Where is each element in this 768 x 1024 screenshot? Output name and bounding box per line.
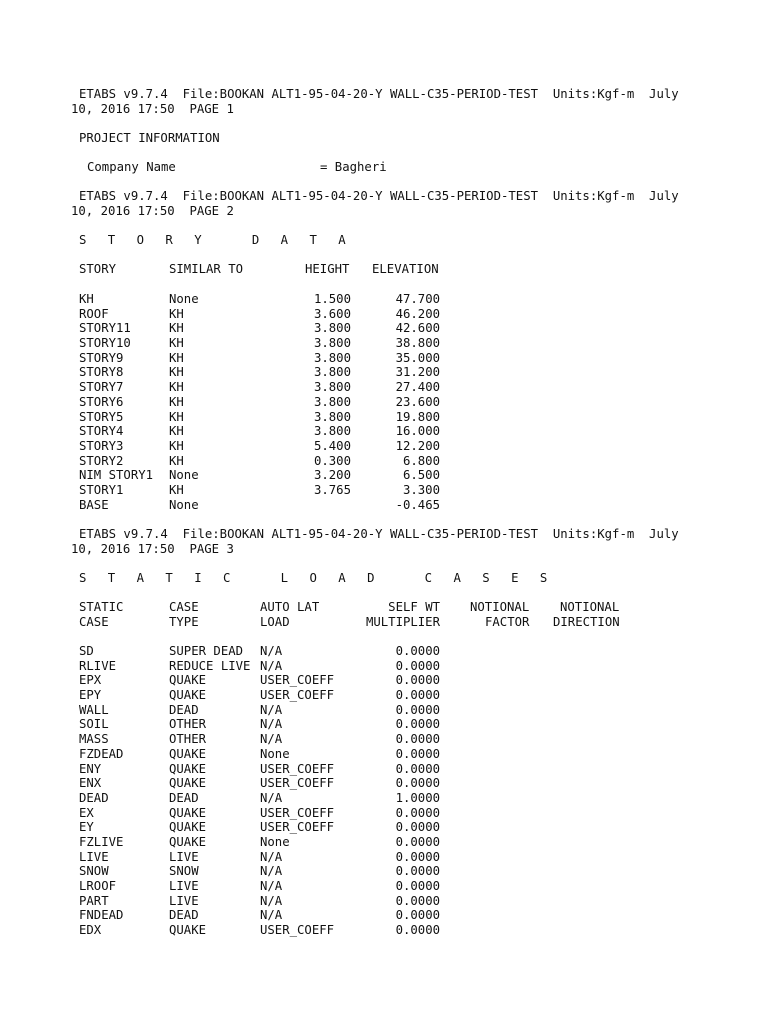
- cell-self-wt-multiplier: 0.0000: [395, 761, 440, 776]
- cell-self-wt-multiplier: 0.0000: [395, 908, 440, 923]
- table-row: [0, 820, 768, 835]
- cell-height: 3.800: [313, 409, 351, 424]
- cell-static-case: SD: [79, 644, 94, 658]
- cell-elevation: 6.800: [402, 453, 440, 468]
- cell-self-wt-multiplier: 0.0000: [395, 688, 440, 703]
- col-header-elevation: ELEVATION: [372, 262, 439, 276]
- cell-case-type: QUAKE: [169, 820, 207, 835]
- cell-self-wt-multiplier: 0.0000: [395, 879, 440, 893]
- cell-static-case: SNOW: [79, 864, 109, 879]
- cell-story: STORY6: [79, 394, 124, 409]
- table-row: [0, 879, 768, 894]
- col-header-notional-direction: NOTIONAL: [560, 600, 620, 614]
- cell-auto-lat-load: USER_COEFF: [260, 820, 335, 835]
- cell-case-type: QUAKE: [169, 673, 207, 688]
- load-table-body: [0, 644, 768, 938]
- table-row: [0, 351, 768, 366]
- cell-height: 3.600: [313, 306, 351, 321]
- cell-self-wt-multiplier: 0.0000: [395, 849, 440, 864]
- table-row: [0, 894, 768, 909]
- cell-case-type: OTHER: [169, 717, 207, 732]
- cell-case-type: QUAKE: [169, 805, 207, 820]
- cell-similar-to: KH: [169, 365, 184, 380]
- cell-auto-lat-load: N/A: [260, 644, 283, 658]
- cell-case-type: QUAKE: [169, 923, 207, 938]
- cell-height: 3.800: [313, 321, 351, 336]
- cell-story: STORY4: [79, 424, 124, 439]
- cell-elevation: 27.400: [395, 380, 440, 395]
- cell-story: STORY3: [79, 438, 124, 453]
- table-row: [0, 454, 768, 469]
- cell-height: 3.800: [313, 365, 351, 380]
- cell-height: 3.800: [313, 394, 351, 409]
- table-row: [0, 806, 768, 821]
- company-name-label: Company Name: [87, 160, 176, 174]
- cell-static-case: PART: [79, 893, 109, 908]
- cell-self-wt-multiplier: 0.0000: [395, 923, 440, 938]
- company-name-value: = Bagheri: [320, 160, 387, 174]
- table-row: [0, 498, 768, 513]
- cell-height: 3.765: [313, 482, 351, 497]
- table-row: [0, 762, 768, 777]
- cell-story: STORY9: [79, 350, 124, 365]
- col-header-factor: FACTOR: [485, 615, 530, 629]
- cell-similar-to: KH: [169, 350, 184, 365]
- cell-case-type: SUPER DEAD: [169, 644, 244, 658]
- cell-story: STORY11: [79, 321, 131, 336]
- cell-elevation: 35.000: [395, 350, 440, 365]
- table-row: [0, 410, 768, 425]
- table-row: [0, 850, 768, 865]
- cell-case-type: LIVE: [169, 879, 199, 893]
- cell-auto-lat-load: N/A: [260, 732, 283, 747]
- cell-similar-to: KH: [169, 306, 184, 321]
- cell-auto-lat-load: N/A: [260, 702, 283, 717]
- col-header-height: HEIGHT: [305, 262, 350, 276]
- cell-case-type: LIVE: [169, 849, 199, 864]
- cell-case-type: DEAD: [169, 908, 199, 923]
- cell-self-wt-multiplier: 1.0000: [395, 790, 440, 805]
- cell-story: ROOF: [79, 306, 109, 321]
- col-header-similar: SIMILAR TO: [169, 262, 244, 276]
- cell-self-wt-multiplier: 0.0000: [395, 717, 440, 732]
- cell-similar-to: KH: [169, 424, 184, 439]
- col-header-multiplier: MULTIPLIER: [365, 615, 440, 629]
- cell-self-wt-multiplier: 0.0000: [395, 820, 440, 835]
- cell-case-type: OTHER: [169, 732, 207, 747]
- cell-similar-to: KH: [169, 380, 184, 395]
- project-info-heading: PROJECT INFORMATION: [79, 131, 220, 145]
- cell-similar-to: KH: [169, 409, 184, 424]
- cell-self-wt-multiplier: 0.0000: [395, 834, 440, 849]
- cell-case-type: QUAKE: [169, 688, 207, 703]
- cell-case-type: DEAD: [169, 790, 199, 805]
- cell-height: 3.200: [313, 468, 351, 483]
- cell-elevation: -0.465: [395, 497, 440, 512]
- cell-auto-lat-load: None: [260, 834, 290, 849]
- cell-self-wt-multiplier: 0.0000: [395, 776, 440, 791]
- cell-similar-to: None: [169, 292, 199, 306]
- cell-elevation: 3.300: [402, 482, 440, 497]
- header-line-1: ETABS v9.7.4 File:BOOKAN ALT1-95-04-20-Y WALL-C35-PERIOD-TEST Units:Kgf-m July: [79, 87, 679, 101]
- cell-static-case: WALL: [79, 702, 109, 717]
- cell-self-wt-multiplier: 0.0000: [395, 658, 440, 673]
- cell-auto-lat-load: N/A: [260, 879, 283, 893]
- col-header-load: LOAD: [260, 615, 290, 629]
- cell-height: 0.300: [313, 453, 351, 468]
- cell-self-wt-multiplier: 0.0000: [395, 893, 440, 908]
- static-load-cases-title: S T A T I C L O A D C A S E S: [79, 571, 555, 585]
- cell-auto-lat-load: None: [260, 746, 290, 761]
- cell-similar-to: KH: [169, 336, 184, 351]
- cell-auto-lat-load: USER_COEFF: [260, 923, 335, 938]
- table-row: [0, 864, 768, 879]
- cell-story: STORY10: [79, 336, 131, 351]
- table-row: [0, 424, 768, 439]
- table-row: [0, 703, 768, 718]
- cell-auto-lat-load: N/A: [260, 658, 283, 673]
- cell-elevation: 23.600: [395, 394, 440, 409]
- col-header-static: STATIC: [79, 600, 124, 614]
- cell-similar-to: KH: [169, 453, 184, 468]
- cell-self-wt-multiplier: 0.0000: [395, 644, 440, 658]
- cell-case-type: QUAKE: [169, 746, 207, 761]
- cell-self-wt-multiplier: 0.0000: [395, 673, 440, 688]
- cell-case-type: QUAKE: [169, 834, 207, 849]
- cell-elevation: 19.800: [395, 409, 440, 424]
- table-row: [0, 307, 768, 322]
- cell-static-case: FZDEAD: [79, 746, 124, 761]
- col-header-self-wt: SELF WT: [388, 600, 440, 614]
- table-row: [0, 673, 768, 688]
- cell-similar-to: KH: [169, 394, 184, 409]
- table-row: [0, 395, 768, 410]
- cell-similar-to: KH: [169, 438, 184, 453]
- cell-case-type: QUAKE: [169, 761, 207, 776]
- cell-auto-lat-load: N/A: [260, 908, 283, 923]
- cell-self-wt-multiplier: 0.0000: [395, 864, 440, 879]
- cell-static-case: LROOF: [79, 879, 117, 893]
- cell-self-wt-multiplier: 0.0000: [395, 702, 440, 717]
- cell-self-wt-multiplier: 0.0000: [395, 805, 440, 820]
- cell-case-type: QUAKE: [169, 776, 207, 791]
- cell-story: STORY5: [79, 409, 124, 424]
- col-header-case: CASE: [169, 600, 199, 614]
- cell-static-case: SOIL: [79, 717, 109, 732]
- cell-auto-lat-load: N/A: [260, 864, 283, 879]
- col-header-notional-factor: NOTIONAL: [470, 600, 530, 614]
- cell-auto-lat-load: N/A: [260, 849, 283, 864]
- cell-auto-lat-load: N/A: [260, 790, 283, 805]
- cell-static-case: ENX: [79, 776, 102, 791]
- cell-static-case: EDX: [79, 923, 102, 938]
- cell-story: BASE: [79, 497, 109, 512]
- col-header-auto-lat: AUTO LAT: [260, 600, 320, 614]
- cell-elevation: 46.200: [395, 306, 440, 321]
- table-row: [0, 923, 768, 938]
- cell-similar-to: KH: [169, 321, 184, 336]
- table-row: [0, 321, 768, 336]
- cell-similar-to: KH: [169, 482, 184, 497]
- table-row: [0, 776, 768, 791]
- cell-story: STORY7: [79, 380, 124, 395]
- cell-case-type: REDUCE LIVE: [169, 658, 251, 673]
- col-header-direction: DIRECTION: [553, 615, 620, 629]
- cell-case-type: DEAD: [169, 702, 199, 717]
- cell-story: NIM STORY1: [79, 468, 154, 483]
- cell-static-case: LIVE: [79, 849, 109, 864]
- table-row: [0, 380, 768, 395]
- cell-auto-lat-load: USER_COEFF: [260, 776, 335, 791]
- table-row: [0, 791, 768, 806]
- cell-self-wt-multiplier: 0.0000: [395, 746, 440, 761]
- table-row: [0, 908, 768, 923]
- cell-height: 1.500: [313, 292, 351, 306]
- cell-static-case: FNDEAD: [79, 908, 124, 923]
- cell-static-case: EX: [79, 805, 94, 820]
- cell-elevation: 6.500: [402, 468, 440, 483]
- story-data-title: S T O R Y D A T A: [79, 233, 353, 247]
- table-row: [0, 688, 768, 703]
- table-row: [0, 659, 768, 674]
- cell-static-case: EPX: [79, 673, 102, 688]
- cell-story: STORY1: [79, 482, 124, 497]
- table-row: [0, 644, 768, 659]
- table-row: [0, 292, 768, 307]
- header-line-2: 10, 2016 17:50 PAGE 3: [71, 542, 234, 556]
- cell-static-case: RLIVE: [79, 658, 117, 673]
- cell-height: 5.400: [313, 438, 351, 453]
- header-line-2: 10, 2016 17:50 PAGE 1: [71, 102, 234, 116]
- cell-height: 3.800: [313, 350, 351, 365]
- cell-auto-lat-load: USER_COEFF: [260, 761, 335, 776]
- cell-story: STORY2: [79, 453, 124, 468]
- cell-elevation: 47.700: [395, 292, 440, 306]
- cell-height: 3.800: [313, 336, 351, 351]
- table-row: [0, 365, 768, 380]
- cell-elevation: 12.200: [395, 438, 440, 453]
- header-line-1: ETABS v9.7.4 File:BOOKAN ALT1-95-04-20-Y WALL-C35-PERIOD-TEST Units:Kgf-m July: [79, 189, 679, 203]
- cell-static-case: EY: [79, 820, 94, 835]
- cell-height: 3.800: [313, 380, 351, 395]
- cell-static-case: FZLIVE: [79, 834, 124, 849]
- col-header-story: STORY: [79, 262, 117, 276]
- cell-case-type: LIVE: [169, 893, 199, 908]
- cell-similar-to: None: [169, 468, 199, 483]
- col-header-static-2: CASE: [79, 615, 109, 629]
- col-header-type: TYPE: [169, 615, 199, 629]
- cell-auto-lat-load: USER_COEFF: [260, 673, 335, 688]
- cell-static-case: EPY: [79, 688, 102, 703]
- cell-auto-lat-load: USER_COEFF: [260, 688, 335, 703]
- cell-static-case: ENY: [79, 761, 102, 776]
- cell-static-case: MASS: [79, 732, 109, 747]
- table-row: [0, 835, 768, 850]
- cell-elevation: 38.800: [395, 336, 440, 351]
- cell-case-type: SNOW: [169, 864, 199, 879]
- cell-static-case: DEAD: [79, 790, 109, 805]
- story-table-body: [0, 292, 768, 512]
- cell-elevation: 16.000: [395, 424, 440, 439]
- cell-elevation: 31.200: [395, 365, 440, 380]
- cell-story: STORY8: [79, 365, 124, 380]
- cell-auto-lat-load: N/A: [260, 717, 283, 732]
- cell-similar-to: None: [169, 497, 199, 512]
- table-row: [0, 336, 768, 351]
- table-row: [0, 717, 768, 732]
- cell-height: 3.800: [313, 424, 351, 439]
- table-row: [0, 483, 768, 498]
- table-row: [0, 732, 768, 747]
- cell-story: KH: [79, 292, 94, 306]
- table-row: [0, 468, 768, 483]
- cell-auto-lat-load: N/A: [260, 893, 283, 908]
- header-line-1: ETABS v9.7.4 File:BOOKAN ALT1-95-04-20-Y WALL-C35-PERIOD-TEST Units:Kgf-m July: [79, 527, 679, 541]
- table-row: [0, 747, 768, 762]
- cell-auto-lat-load: USER_COEFF: [260, 805, 335, 820]
- cell-elevation: 42.600: [395, 321, 440, 336]
- cell-self-wt-multiplier: 0.0000: [395, 732, 440, 747]
- header-line-2: 10, 2016 17:50 PAGE 2: [71, 204, 234, 218]
- table-row: [0, 439, 768, 454]
